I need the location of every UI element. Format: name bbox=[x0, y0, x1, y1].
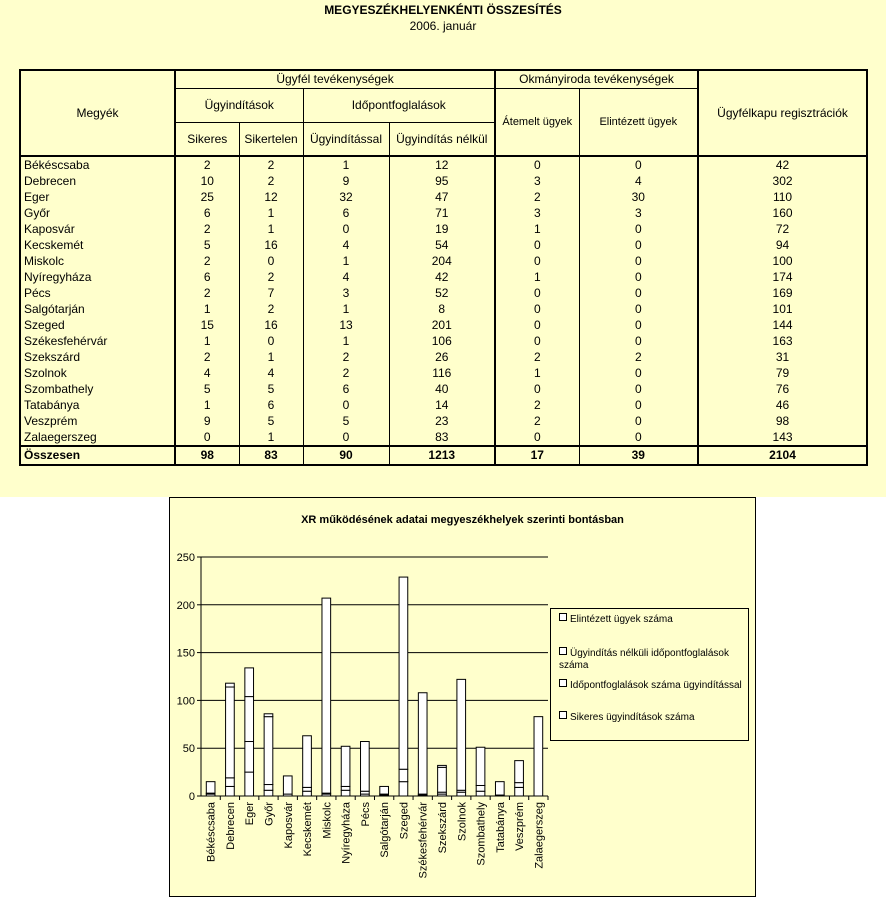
row-name: Eger bbox=[20, 189, 175, 205]
cell-nelkul: 14 bbox=[389, 397, 495, 413]
bar-segment bbox=[476, 785, 485, 791]
cell-ugyinditassal: 4 bbox=[303, 269, 389, 285]
cell-elintezett: 3 bbox=[579, 205, 698, 221]
cell-sikeres: 1 bbox=[175, 397, 239, 413]
cell-sikeres: 0 bbox=[175, 429, 239, 446]
x-tick-label: Szombathely bbox=[475, 802, 488, 866]
cell-nelkul: 26 bbox=[389, 349, 495, 365]
cell-ugyinditassal: 2 bbox=[303, 365, 389, 381]
cell-elintezett: 0 bbox=[579, 413, 698, 429]
cell-elintezett: 0 bbox=[579, 365, 698, 381]
total-elintezett: 39 bbox=[579, 446, 698, 465]
cell-ugyfelkapu: 160 bbox=[698, 205, 867, 221]
bar-segment bbox=[303, 787, 312, 791]
cell-ugyfelkapu: 302 bbox=[698, 173, 867, 189]
cell-sikeres: 6 bbox=[175, 269, 239, 285]
cell-ugyfelkapu: 144 bbox=[698, 317, 867, 333]
x-tick-label: Veszprém bbox=[514, 802, 527, 851]
bar-segment bbox=[438, 767, 447, 792]
cell-sikeres: 25 bbox=[175, 189, 239, 205]
cell-atemelt: 0 bbox=[495, 317, 579, 333]
cell-nelkul: 42 bbox=[389, 269, 495, 285]
bar-segment bbox=[399, 577, 408, 769]
cell-nelkul: 116 bbox=[389, 365, 495, 381]
y-tick-label: 50 bbox=[182, 743, 195, 756]
x-tick-label: Szolnok bbox=[456, 802, 469, 842]
cell-elintezett: 0 bbox=[579, 269, 698, 285]
bar-segment bbox=[226, 786, 235, 796]
x-tick-label: Zalaegerszeg bbox=[533, 802, 546, 869]
header-ugyfel-group: Ügyfél tevékenységek bbox=[175, 70, 495, 88]
cell-ugyinditassal: 5 bbox=[303, 413, 389, 429]
cell-ugyinditassal: 9 bbox=[303, 173, 389, 189]
cell-sikeres: 9 bbox=[175, 413, 239, 429]
cell-atemelt: 1 bbox=[495, 269, 579, 285]
cell-ugyfelkapu: 169 bbox=[698, 285, 867, 301]
bar-segment bbox=[534, 717, 543, 796]
cell-atemelt: 3 bbox=[495, 173, 579, 189]
cell-ugyinditassal: 1 bbox=[303, 156, 389, 173]
x-tick-label: Kaposvár bbox=[282, 802, 295, 849]
row-name: Debrecen bbox=[20, 173, 175, 189]
header-okmany-group: Okmányiroda tevékenységek bbox=[495, 70, 698, 88]
cell-nelkul: 12 bbox=[389, 156, 495, 173]
bar-segment bbox=[264, 714, 273, 717]
cell-ugyfelkapu: 98 bbox=[698, 413, 867, 429]
cell-elintezett: 0 bbox=[579, 253, 698, 269]
cell-nelkul: 8 bbox=[389, 301, 495, 317]
cell-atemelt: 3 bbox=[495, 205, 579, 221]
bar-segment bbox=[457, 792, 466, 796]
cell-ugyfelkapu: 42 bbox=[698, 156, 867, 173]
bar-segment bbox=[264, 790, 273, 796]
cell-ugyfelkapu: 31 bbox=[698, 349, 867, 365]
cell-ugyfelkapu: 72 bbox=[698, 221, 867, 237]
cell-ugyinditassal: 0 bbox=[303, 429, 389, 446]
cell-sikertelen: 1 bbox=[239, 429, 303, 446]
legend-item bbox=[559, 613, 744, 626]
header-idopontfoglalasok: Időpontfoglalások bbox=[303, 88, 495, 122]
cell-atemelt: 2 bbox=[495, 413, 579, 429]
cell-sikeres: 5 bbox=[175, 237, 239, 253]
bar-segment bbox=[245, 668, 254, 697]
bar-segment bbox=[495, 782, 504, 795]
row-name: Szolnok bbox=[20, 365, 175, 381]
cell-ugyfelkapu: 101 bbox=[698, 301, 867, 317]
cell-ugyfelkapu: 79 bbox=[698, 365, 867, 381]
cell-sikeres: 2 bbox=[175, 156, 239, 173]
header-ugyinditassal: Ügyindítással bbox=[303, 122, 389, 156]
bar-segment bbox=[457, 679, 466, 790]
cell-sikertelen: 0 bbox=[239, 333, 303, 349]
cell-sikertelen: 7 bbox=[239, 285, 303, 301]
cell-sikertelen: 16 bbox=[239, 317, 303, 333]
row-name: Tatabánya bbox=[20, 397, 175, 413]
row-name: Veszprém bbox=[20, 413, 175, 429]
cell-sikeres: 1 bbox=[175, 333, 239, 349]
cell-sikeres: 5 bbox=[175, 381, 239, 397]
cell-ugyinditassal: 1 bbox=[303, 333, 389, 349]
cell-sikertelen: 1 bbox=[239, 349, 303, 365]
legend-swatch bbox=[559, 613, 567, 621]
x-tick-label: Szeged bbox=[398, 802, 411, 840]
bar-segment bbox=[283, 776, 292, 794]
y-tick-label: 0 bbox=[188, 791, 195, 803]
cell-sikertelen: 12 bbox=[239, 189, 303, 205]
row-name: Salgótarján bbox=[20, 301, 175, 317]
chart-title: XR működésének adatai megyeszékhelyek szerinti bontásban bbox=[301, 514, 624, 526]
row-name: Miskolc bbox=[20, 253, 175, 269]
cell-atemelt: 2 bbox=[495, 397, 579, 413]
cell-nelkul: 40 bbox=[389, 381, 495, 397]
cell-atemelt: 0 bbox=[495, 301, 579, 317]
bar-segment bbox=[226, 778, 235, 787]
cell-nelkul: 204 bbox=[389, 253, 495, 269]
cell-ugyfelkapu: 110 bbox=[698, 189, 867, 205]
chart-legend bbox=[550, 608, 749, 741]
cell-nelkul: 52 bbox=[389, 285, 495, 301]
cell-sikeres: 2 bbox=[175, 221, 239, 237]
row-name: Békéscsaba bbox=[20, 156, 175, 173]
cell-sikeres: 2 bbox=[175, 285, 239, 301]
cell-sikertelen: 5 bbox=[239, 381, 303, 397]
cell-sikertelen: 2 bbox=[239, 269, 303, 285]
cell-sikertelen: 2 bbox=[239, 173, 303, 189]
total-ugyinditassal: 90 bbox=[303, 446, 389, 465]
cell-atemelt: 0 bbox=[495, 237, 579, 253]
cell-sikertelen: 4 bbox=[239, 365, 303, 381]
total-label: Összesen bbox=[20, 446, 175, 465]
row-name: Szekszárd bbox=[20, 349, 175, 365]
cell-nelkul: 54 bbox=[389, 237, 495, 253]
cell-sikeres: 1 bbox=[175, 301, 239, 317]
bar-segment bbox=[245, 742, 254, 773]
cell-ugyfelkapu: 163 bbox=[698, 333, 867, 349]
cell-sikertelen: 1 bbox=[239, 221, 303, 237]
cell-nelkul: 201 bbox=[389, 317, 495, 333]
total-atemelt: 17 bbox=[495, 446, 579, 465]
page-title: MEGYESZÉKHELYENKÉNTI ÖSSZESÍTÉS bbox=[324, 3, 562, 17]
cell-atemelt: 0 bbox=[495, 285, 579, 301]
cell-ugyinditassal: 32 bbox=[303, 189, 389, 205]
bar-segment bbox=[341, 790, 350, 796]
bar-segment bbox=[515, 783, 524, 788]
header-ugyinditas-nelkul: Ügyindítás nélkül bbox=[389, 122, 495, 156]
cell-ugyinditassal: 2 bbox=[303, 349, 389, 365]
cell-elintezett: 0 bbox=[579, 237, 698, 253]
x-tick-label: Debrecen bbox=[224, 802, 237, 850]
cell-elintezett: 0 bbox=[579, 221, 698, 237]
cell-elintezett: 0 bbox=[579, 397, 698, 413]
bar-segment bbox=[226, 687, 235, 778]
cell-sikeres: 15 bbox=[175, 317, 239, 333]
cell-nelkul: 106 bbox=[389, 333, 495, 349]
row-name: Nyíregyháza bbox=[20, 269, 175, 285]
cell-ugyinditassal: 13 bbox=[303, 317, 389, 333]
x-tick-label: Szekszárd bbox=[436, 802, 449, 854]
cell-elintezett: 30 bbox=[579, 189, 698, 205]
y-tick-label: 250 bbox=[176, 552, 195, 564]
cell-ugyfelkapu: 76 bbox=[698, 381, 867, 397]
bar-segment bbox=[303, 736, 312, 788]
cell-ugyfelkapu: 100 bbox=[698, 253, 867, 269]
x-tick-label: Székesfehérvár bbox=[417, 802, 430, 879]
cell-ugyfelkapu: 94 bbox=[698, 237, 867, 253]
bar-segment bbox=[322, 598, 331, 793]
cell-atemelt: 2 bbox=[495, 189, 579, 205]
x-tick-label: Eger bbox=[244, 802, 257, 826]
cell-sikertelen: 16 bbox=[239, 237, 303, 253]
row-name: Zalaegerszeg bbox=[20, 429, 175, 446]
legend-label: Elintézett ügyek száma bbox=[570, 614, 673, 625]
bar-segment bbox=[515, 761, 524, 783]
x-tick-label: Békéscsaba bbox=[205, 802, 218, 862]
cell-ugyfelkapu: 174 bbox=[698, 269, 867, 285]
page-subtitle: 2006. január bbox=[409, 19, 477, 33]
legend-swatch bbox=[559, 647, 567, 655]
legend-swatch bbox=[559, 679, 567, 687]
legend-item bbox=[559, 711, 744, 724]
header-sikeres: Sikeres bbox=[175, 122, 239, 156]
y-tick-label: 200 bbox=[176, 599, 195, 612]
bar-segment bbox=[418, 693, 427, 794]
cell-ugyinditassal: 1 bbox=[303, 301, 389, 317]
cell-elintezett: 0 bbox=[579, 301, 698, 317]
cell-atemelt: 0 bbox=[495, 333, 579, 349]
cell-atemelt: 0 bbox=[495, 253, 579, 269]
legend-label: Időpontfoglalások száma ügyindítással bbox=[570, 680, 742, 691]
x-tick-label: Győr bbox=[263, 802, 276, 826]
header-ugyinditasok: Ügyindítások bbox=[175, 88, 303, 122]
total-sikertelen: 83 bbox=[239, 446, 303, 465]
bar-segment bbox=[341, 786, 350, 790]
cell-sikeres: 4 bbox=[175, 365, 239, 381]
x-tick-label: Miskolc bbox=[321, 802, 334, 839]
bar-segment bbox=[380, 786, 389, 794]
row-name: Kecskemét bbox=[20, 237, 175, 253]
header-sikertelen: Sikertelen bbox=[239, 122, 303, 156]
row-name: Székesfehérvár bbox=[20, 333, 175, 349]
cell-atemelt: 2 bbox=[495, 349, 579, 365]
cell-ugyinditassal: 4 bbox=[303, 237, 389, 253]
legend-item bbox=[559, 647, 744, 672]
x-tick-label: Pécs bbox=[359, 802, 372, 827]
row-name: Szeged bbox=[20, 317, 175, 333]
legend-item bbox=[559, 679, 744, 692]
bar-segment bbox=[399, 769, 408, 781]
cell-sikertelen: 5 bbox=[239, 413, 303, 429]
bar-segment bbox=[399, 782, 408, 796]
row-name: Kaposvár bbox=[20, 221, 175, 237]
cell-elintezett: 4 bbox=[579, 173, 698, 189]
y-tick-label: 100 bbox=[176, 695, 195, 708]
row-name: Győr bbox=[20, 205, 175, 221]
cell-ugyinditassal: 1 bbox=[303, 253, 389, 269]
cell-sikertelen: 2 bbox=[239, 156, 303, 173]
cell-ugyinditassal: 6 bbox=[303, 381, 389, 397]
legend-swatch bbox=[559, 711, 567, 719]
cell-sikertelen: 2 bbox=[239, 301, 303, 317]
cell-nelkul: 19 bbox=[389, 221, 495, 237]
bar-segment bbox=[438, 765, 447, 767]
row-name: Szombathely bbox=[20, 381, 175, 397]
cell-sikeres: 2 bbox=[175, 253, 239, 269]
cell-sikeres: 2 bbox=[175, 349, 239, 365]
total-ugyfelkapu: 2104 bbox=[698, 446, 867, 465]
cell-ugyfelkapu: 46 bbox=[698, 397, 867, 413]
cell-atemelt: 0 bbox=[495, 156, 579, 173]
bar-segment bbox=[264, 785, 273, 791]
cell-elintezett: 0 bbox=[579, 333, 698, 349]
x-tick-label: Salgótarján bbox=[379, 802, 392, 858]
header-ugyfelkapu: Ügyfélkapu regisztrációk bbox=[698, 70, 867, 156]
cell-ugyfelkapu: 143 bbox=[698, 429, 867, 446]
bar-segment bbox=[264, 717, 273, 785]
bar-segment bbox=[245, 772, 254, 796]
bar-segment bbox=[303, 791, 312, 796]
cell-nelkul: 23 bbox=[389, 413, 495, 429]
cell-nelkul: 47 bbox=[389, 189, 495, 205]
x-tick-label: Kecskemét bbox=[302, 802, 315, 857]
cell-ugyinditassal: 3 bbox=[303, 285, 389, 301]
total-sikeres: 98 bbox=[175, 446, 239, 465]
header-megyek: Megyék bbox=[20, 70, 175, 156]
bar-segment bbox=[476, 791, 485, 796]
cell-elintezett: 0 bbox=[579, 429, 698, 446]
bar-segment bbox=[515, 787, 524, 796]
cell-elintezett: 0 bbox=[579, 285, 698, 301]
cell-ugyinditassal: 0 bbox=[303, 221, 389, 237]
cell-sikertelen: 6 bbox=[239, 397, 303, 413]
cell-atemelt: 1 bbox=[495, 221, 579, 237]
cell-sikertelen: 1 bbox=[239, 205, 303, 221]
cell-elintezett: 0 bbox=[579, 156, 698, 173]
bar-segment bbox=[476, 747, 485, 785]
x-tick-label: Tatabánya bbox=[494, 802, 507, 853]
cell-nelkul: 71 bbox=[389, 205, 495, 221]
cell-sikertelen: 0 bbox=[239, 253, 303, 269]
bar-segment bbox=[341, 746, 350, 786]
cell-sikeres: 10 bbox=[175, 173, 239, 189]
cell-elintezett: 2 bbox=[579, 349, 698, 365]
row-name: Pécs bbox=[20, 285, 175, 301]
cell-elintezett: 0 bbox=[579, 381, 698, 397]
total-nelkul: 1213 bbox=[389, 446, 495, 465]
cell-ugyinditassal: 6 bbox=[303, 205, 389, 221]
cell-atemelt: 0 bbox=[495, 381, 579, 397]
cell-ugyinditassal: 0 bbox=[303, 397, 389, 413]
cell-atemelt: 0 bbox=[495, 429, 579, 446]
cell-elintezett: 0 bbox=[579, 317, 698, 333]
legend-label: Sikeres ügyindítások száma bbox=[570, 712, 695, 723]
cell-nelkul: 83 bbox=[389, 429, 495, 446]
header-elintezett: Elintézett ügyek bbox=[579, 88, 698, 156]
bar-segment bbox=[206, 782, 215, 793]
bar-segment bbox=[361, 742, 370, 792]
bar-segment bbox=[226, 683, 235, 687]
y-tick-label: 150 bbox=[176, 647, 195, 660]
legend-label: Ügyindítás nélküli időpontfoglalások száma bbox=[559, 648, 729, 671]
cell-atemelt: 1 bbox=[495, 365, 579, 381]
bar-segment bbox=[245, 697, 254, 742]
cell-sikeres: 6 bbox=[175, 205, 239, 221]
header-atemelt: Átemelt ügyek bbox=[495, 88, 579, 156]
cell-nelkul: 95 bbox=[389, 173, 495, 189]
x-tick-label: Nyíregyháza bbox=[340, 802, 353, 864]
